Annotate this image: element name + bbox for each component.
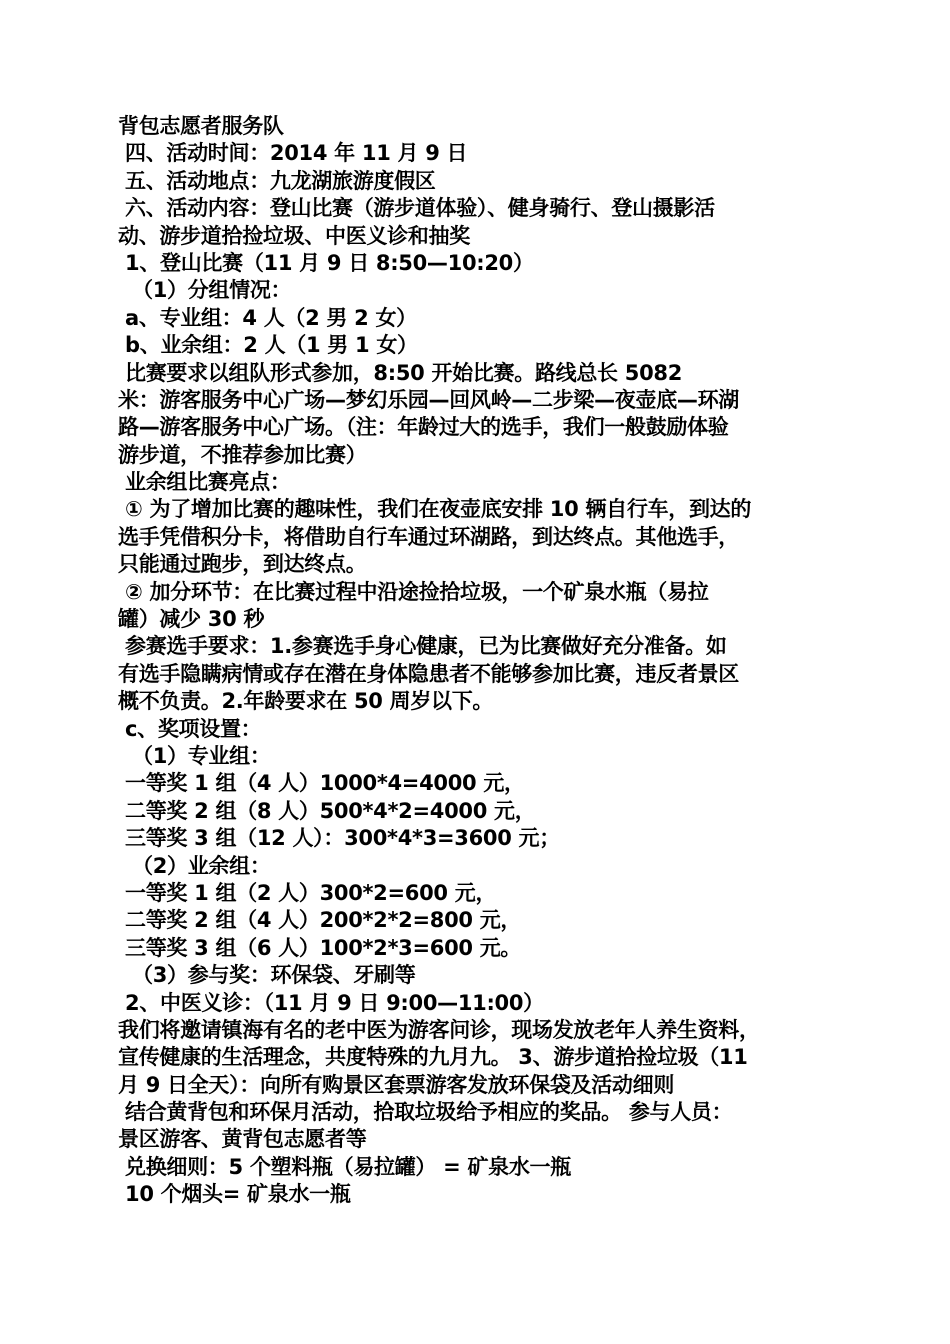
text-line: 罐）减少 30 秒 bbox=[118, 607, 265, 632]
text-line: 三等奖 3 组（12 人）：300*4*3=3600 元； bbox=[118, 826, 560, 851]
text-line: 有选手隐瞒病情或存在潜在身体隐患者不能够参加比赛，违反者景区 bbox=[118, 661, 739, 686]
text-line: 兑换细则：5 个塑料瓶（易拉罐） = 矿泉水一瓶 bbox=[118, 1154, 571, 1179]
text-line: 六、活动内容：登山比赛（游步道体验）、健身骑行、登山摄影活 bbox=[118, 196, 715, 221]
text-line: 二等奖 2 组（4 人）200*2*2=800 元， bbox=[118, 908, 522, 933]
text-line: 动、游步道拾捡垃圾、中医义诊和抽奖 bbox=[118, 223, 470, 248]
text-line: 米：游客服务中心广场—梦幻乐园—回风岭—二步梁—夜壶底—环湖 bbox=[118, 387, 739, 412]
text-line: ② 加分环节：在比赛过程中沿途捡拾垃圾，一个矿泉水瓶（易拉 bbox=[118, 579, 709, 604]
text-line: 景区游客、黄背包志愿者等 bbox=[118, 1127, 367, 1152]
text-line: a、专业组：4 人（2 男 2 女） bbox=[118, 305, 417, 330]
text-line: 2、中医义诊：（11 月 9 日 9:00—11:00） bbox=[118, 990, 544, 1015]
text-line: 选手凭借积分卡，将借助自行车通过环湖路，到达终点。其他选手， bbox=[118, 524, 739, 549]
text-line: 背包志愿者服务队 bbox=[118, 114, 284, 138]
text-line: c、奖项设置： bbox=[118, 716, 262, 741]
text-line: 业余组比赛亮点： bbox=[118, 470, 291, 495]
text-line: 概不负责。2.年龄要求在 50 周岁以下。 bbox=[118, 689, 494, 714]
text-line: b、业余组：2 人（1 男 1 女） bbox=[118, 333, 418, 358]
text-line: 四、活动时间：2014 年 11 月 9 日 bbox=[118, 141, 468, 166]
text-line: 一等奖 1 组（4 人）1000*4=4000 元， bbox=[118, 771, 525, 796]
text-line: （1）专业组： bbox=[118, 743, 271, 768]
text-line: （1）分组情况： bbox=[118, 278, 292, 303]
text-line: 游步道，不推荐参加比赛） bbox=[118, 442, 367, 467]
text-line: 月 9 日全天）：向所有购景区套票游客发放环保袋及活动细则 bbox=[118, 1072, 675, 1097]
text-line: 三等奖 3 组（6 人）100*2*3=600 元。 bbox=[118, 935, 522, 960]
text-line: 参赛选手要求：1.参赛选手身心健康，已为比赛做好充分准备。如 bbox=[118, 634, 727, 659]
text-line: 五、活动地点：九龙湖旅游度假区 bbox=[118, 168, 436, 193]
text-line: 比赛要求以组队形式参加，8:50 开始比赛。路线总长 5082 bbox=[118, 360, 683, 385]
text-line: （2）业余组： bbox=[118, 853, 271, 878]
text-line: 只能通过跑步，到达终点。 bbox=[118, 552, 367, 577]
text-line: 二等奖 2 组（8 人）500*4*2=4000 元， bbox=[118, 798, 536, 823]
text-line: 我们将邀请镇海有名的老中医为游客问诊，现场发放老年人养生资料， bbox=[118, 1017, 760, 1042]
document-body bbox=[118, 113, 840, 1209]
text-line: 10 个烟头= 矿泉水一瓶 bbox=[118, 1182, 351, 1207]
text-line: 结合黄背包和环保月活动，拾取垃圾给予相应的奖品。 参与人员： bbox=[118, 1100, 733, 1125]
text-line: 宣传健康的生活理念，共度特殊的九月九。 3、游步道拾捡垃圾（11 bbox=[118, 1045, 748, 1070]
text-line: 一等奖 1 组（2 人）300*2=600 元， bbox=[118, 880, 497, 905]
text-line: 路—游客服务中心广场。（注：年龄过大的选手，我们一般鼓励体验 bbox=[118, 415, 729, 440]
text-line: ① 为了增加比赛的趣味性，我们在夜壶底安排 10 辆自行车，到达的 bbox=[118, 497, 752, 522]
text-line: 1、登山比赛（11 月 9 日 8:50—10:20） bbox=[118, 250, 534, 275]
text-line: （3）参与奖：环保袋、牙刷等 bbox=[118, 963, 416, 988]
